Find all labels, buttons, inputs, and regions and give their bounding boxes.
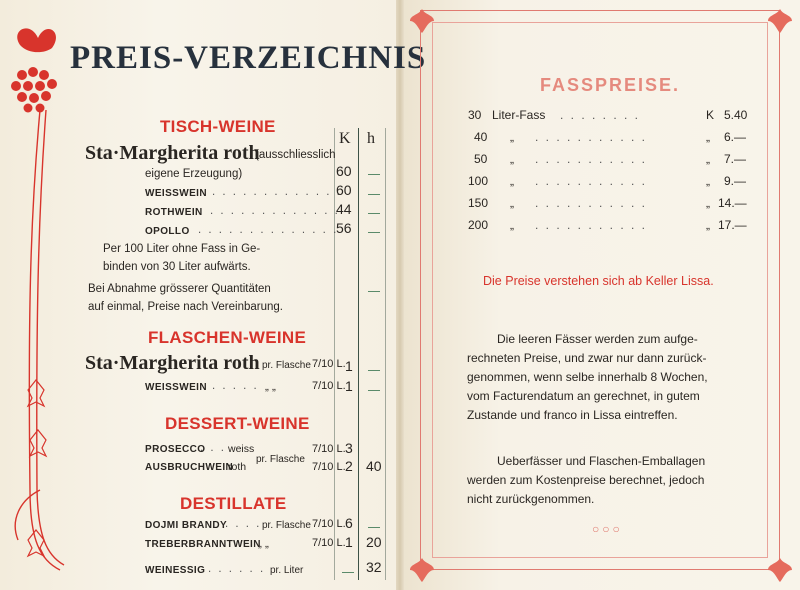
volume-fraction: 7/10 L. [312, 518, 346, 530]
currency-label: „ [706, 152, 710, 166]
product-name: WEISSWEIN [145, 382, 207, 393]
barrel-price: 17.— [718, 218, 747, 232]
price-h: 32 [366, 559, 382, 575]
currency-label: „ [706, 218, 710, 232]
product-name: AUSBRUCHWEIN [145, 462, 234, 473]
leader-dots: . . . . [225, 518, 262, 530]
corner-flower-icon [407, 6, 437, 36]
price-h: 40 [366, 458, 382, 474]
barrel-price: 6.— [724, 130, 747, 144]
currency-label: „ [706, 174, 710, 188]
section-heading-tisch-weine: TISCH-WEINE [160, 117, 276, 136]
wine-color: roth [228, 461, 247, 473]
price-h-dash [368, 527, 380, 528]
price-k: 6 [345, 515, 353, 531]
leader-dots: . . . . . . . . . . . . . [210, 205, 340, 217]
barrel-label: „ [510, 130, 514, 144]
product-name: TREBERBRANNTWEIN [145, 539, 261, 550]
ditto-marks: „ „ [258, 538, 269, 550]
return-policy-line: Die leeren Fässer werden zum aufge- [497, 332, 698, 346]
price-k: 1 [345, 378, 353, 394]
corner-flower-icon [765, 6, 795, 36]
fasspreise-title: FASSPREISE. [540, 75, 681, 95]
price-k: 60 [336, 182, 352, 198]
price-k: 3 [345, 440, 353, 456]
product-name-margherita-bottle: Sta·Margherita roth [85, 352, 260, 374]
barrel-label: Liter-Fass [492, 108, 546, 122]
unit-label: pr. Liter [270, 565, 304, 576]
leader-dots: . . . . . . . . . . . [535, 218, 648, 232]
price-h: 20 [366, 534, 382, 550]
price-h-dash [368, 194, 380, 195]
ditto-marks: „ „ [265, 381, 276, 393]
product-name: ROTHWEIN [145, 207, 203, 218]
art-nouveau-border-ornament [0, 20, 70, 590]
price-k: 1 [345, 534, 353, 550]
corner-flower-icon [407, 555, 437, 585]
currency-label: „ [706, 130, 710, 144]
barrel-price: 14.— [718, 196, 747, 210]
note-text: Bei Abnahme grösserer Quantitäten [88, 283, 271, 295]
return-policy-line: Zustande und franco in Lissa eintreffen. [467, 408, 678, 422]
page-fold [396, 0, 404, 590]
price-h-dash [368, 232, 380, 233]
price-h-dash [368, 174, 380, 175]
leader-dots: . . . . . [212, 380, 259, 392]
column-k-header: K [339, 130, 351, 147]
volume-fraction: 7/10 L. [312, 380, 346, 392]
volume-fraction: 7/10 L. [312, 461, 346, 473]
corner-flower-icon [765, 555, 795, 585]
product-name: PROSECCO [145, 444, 206, 455]
note-text: Per 100 Liter ohne Fass in Ge- [103, 243, 261, 255]
product-name: WEISSWEIN [145, 188, 207, 199]
return-policy-line: rechneten Preise, und zwar nur dann zurück- [467, 351, 707, 365]
volume-fraction: 7/10 L. [312, 358, 346, 370]
leader-dots: . . . . . . . . . . . [535, 152, 648, 166]
leader-dots: . . . [200, 442, 226, 454]
note-text: auf einmal, Preise nach Vereinbarung. [88, 301, 283, 313]
packaging-line: nicht zurückgenommen. [467, 492, 595, 506]
leader-dots: . . . . . . . . . . . [535, 174, 648, 188]
price-k: 1 [345, 358, 353, 374]
unit-label: pr. Flasche [262, 360, 311, 371]
barrel-label: „ [510, 218, 514, 232]
leader-dots: . . . . . . [208, 563, 266, 575]
return-policy-line: genommen, wenn selbe innerhalb 8 Wochen, [467, 370, 708, 384]
price-h-dash [368, 291, 380, 292]
leader-dots: . . . . . . . . [560, 108, 641, 122]
wine-color: weiss [228, 443, 255, 455]
barrel-qty: 150 [468, 196, 489, 210]
section-heading-destillate: DESTILLATE [180, 494, 287, 513]
price-h-dash [368, 370, 380, 371]
barrel-price: 7.— [724, 152, 747, 166]
product-name: WEINESSIG [145, 565, 206, 576]
leader-dots: . . . . . . . . . . . . . [212, 186, 342, 198]
section-heading-flaschen-weine: FLASCHEN-WEINE [148, 328, 307, 347]
barrel-price: 5.40 [724, 108, 748, 122]
barrel-price: 9.— [724, 174, 747, 188]
currency-label: „ [706, 196, 710, 210]
price-notice: Die Preise verstehen sich ab Keller Lissa. [483, 274, 714, 288]
leader-dots: . . . . . . . . . . . [535, 130, 648, 144]
ornament-circles: ○○○ [592, 522, 623, 536]
leader-dots: . . . . . . . . . . . . . . [198, 224, 339, 236]
price-k: 2 [345, 458, 353, 474]
section-heading-dessert-weine: DESSERT-WEINE [165, 414, 310, 433]
volume-fraction: 7/10 L. [312, 443, 346, 455]
column-divider-k [358, 128, 359, 580]
column-divider-right [385, 128, 386, 580]
barrel-qty: 50 [474, 152, 488, 166]
price-k: 44 [336, 201, 352, 217]
packaging-line: Ueberfässer und Flaschen-Emballagen [497, 454, 706, 468]
price-k: 56 [336, 220, 352, 236]
barrel-qty: 200 [468, 218, 489, 232]
column-h-header: h [367, 130, 375, 147]
product-name: DOJMI BRANDY [145, 520, 228, 531]
leader-dots: . . . . . . . . . . . [535, 196, 648, 210]
product-note: (ausschliesslich [255, 149, 336, 161]
product-name: OPOLLO [145, 226, 190, 237]
unit-label: pr. Flasche [256, 454, 305, 465]
barrel-qty: 40 [474, 130, 488, 144]
product-note-2: eigene Erzeugung) [145, 168, 243, 180]
barrel-qty: 100 [468, 174, 489, 188]
price-k: 60 [336, 163, 352, 179]
currency-label: K [706, 108, 715, 122]
note-text: binden von 30 Liter aufwärts. [103, 261, 251, 273]
price-k-dash [342, 572, 354, 573]
barrel-label: „ [510, 174, 514, 188]
volume-fraction: 7/10 L. [312, 537, 346, 549]
barrel-qty: 30 [468, 108, 482, 122]
product-name-margherita: Sta·Margherita roth [85, 142, 260, 164]
return-policy-line: vom Facturendatum an gerechnet, in gutem [467, 389, 700, 403]
price-h-dash [368, 213, 380, 214]
price-h-dash [368, 390, 380, 391]
page-title: PREIS-VERZEICHNIS [70, 40, 427, 76]
unit-label: pr. Flasche [262, 520, 311, 531]
packaging-line: werden zum Kostenpreise berechnet, jedoch [467, 473, 705, 487]
barrel-label: „ [510, 196, 514, 210]
barrel-label: „ [510, 152, 514, 166]
